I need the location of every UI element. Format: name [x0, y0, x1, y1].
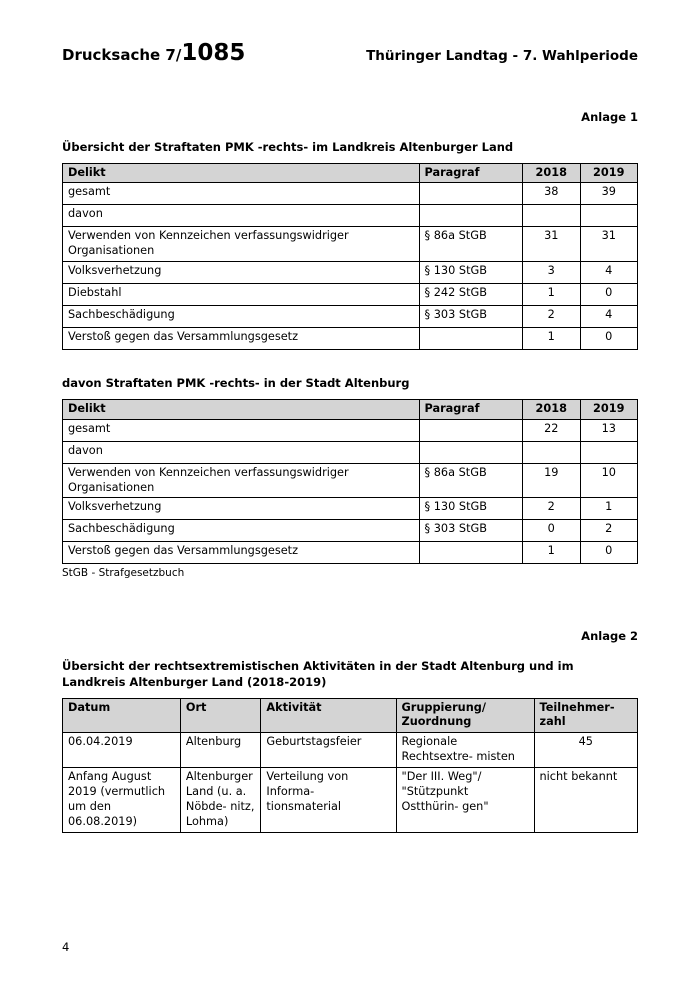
table-row	[63, 520, 638, 542]
cell-gruppierung: "Der III. Weg"/ "Stützpunkt Ostthürin- gen"	[396, 768, 534, 833]
cell-teilnehmerzahl: 45	[534, 733, 638, 768]
cell-datum: Anfang August 2019 (vermutlich um den 06.08.2019)	[63, 768, 181, 833]
cell-gruppierung: Regionale Rechtsextre- misten	[396, 733, 534, 768]
cell-paragraf	[419, 183, 523, 205]
cell-ort: Altenburg	[180, 733, 261, 768]
cell-paragraf: § 86a StGB	[419, 227, 523, 262]
cell-2019: 31	[580, 227, 638, 262]
cell-delikt: davon	[63, 205, 420, 227]
table-row	[63, 542, 638, 564]
table-header-row	[63, 163, 638, 183]
cell-2019	[580, 441, 638, 463]
cell-2018: 3	[523, 262, 581, 284]
document-organization: Thüringer Landtag - 7. Wahlperiode	[366, 48, 638, 64]
cell-2018: 2	[523, 306, 581, 328]
column-header-gruppierung: Gruppierung/ Zuordnung	[396, 698, 534, 733]
column-header-ort: Ort	[180, 698, 261, 733]
column-header-aktivitaet: Aktivität	[261, 698, 396, 733]
cell-teilnehmerzahl: nicht bekannt	[534, 768, 638, 833]
cell-ort: Altenburger Land (u. a. Nöbde- nitz, Lohma)	[180, 768, 261, 833]
table-header-row	[63, 399, 638, 419]
cell-2018: 38	[523, 183, 581, 205]
cell-delikt: gesamt	[63, 419, 420, 441]
cell-2019: 10	[580, 463, 638, 498]
cell-paragraf: § 242 StGB	[419, 284, 523, 306]
table-row	[63, 441, 638, 463]
cell-2018: 0	[523, 520, 581, 542]
straftaten-stadt-table	[62, 399, 638, 565]
cell-2019: 13	[580, 419, 638, 441]
cell-2019	[580, 205, 638, 227]
cell-2019: 0	[580, 284, 638, 306]
drucksache-number	[62, 40, 245, 66]
cell-2018: 22	[523, 419, 581, 441]
column-header-teilnehmerzahl: Teilnehmer- zahl	[534, 698, 638, 733]
cell-2019: 0	[580, 328, 638, 350]
cell-paragraf	[419, 542, 523, 564]
cell-delikt: Verwenden von Kennzeichen verfassungswidriger Organisationen	[63, 227, 420, 262]
cell-delikt: Volksverhetzung	[63, 262, 420, 284]
cell-paragraf: § 130 StGB	[419, 498, 523, 520]
cell-2019: 39	[580, 183, 638, 205]
cell-paragraf: § 303 StGB	[419, 520, 523, 542]
cell-delikt: Diebstahl	[63, 284, 420, 306]
document-header	[62, 0, 638, 66]
cell-delikt: Sachbeschädigung	[63, 306, 420, 328]
table-3-title: Übersicht der rechtsextremistischen Aktivitäten in der Stadt Altenburg und im Landkreis Altenburger Land (2018-2019)	[62, 659, 574, 689]
table-row	[63, 419, 638, 441]
cell-2018: 1	[523, 542, 581, 564]
cell-aktivitaet: Verteilung von Informa- tionsmaterial	[261, 768, 396, 833]
cell-2019: 0	[580, 542, 638, 564]
column-header-delikt: Delikt	[63, 399, 420, 419]
column-header-datum: Datum	[63, 698, 181, 733]
column-header-2018: 2018	[523, 163, 581, 183]
cell-2018: 19	[523, 463, 581, 498]
cell-2018: 31	[523, 227, 581, 262]
cell-paragraf	[419, 205, 523, 227]
cell-paragraf: § 130 StGB	[419, 262, 523, 284]
cell-2018	[523, 205, 581, 227]
drucksache-prefix: Drucksache 7/	[62, 46, 182, 64]
cell-paragraf: § 86a StGB	[419, 463, 523, 498]
cell-datum: 06.04.2019	[63, 733, 181, 768]
table-row	[63, 306, 638, 328]
table-footnote: StGB - Strafgesetzbuch	[62, 567, 185, 580]
cell-2018: 2	[523, 498, 581, 520]
page-number: 4	[62, 940, 70, 954]
cell-paragraf	[419, 328, 523, 350]
cell-2019: 2	[580, 520, 638, 542]
table-2-title: davon Straftaten PMK -rechts- in der Stadt Altenburg	[62, 376, 410, 391]
table-row	[63, 227, 638, 262]
anlage-1-label: Anlage 1	[581, 110, 638, 124]
cell-2019: 4	[580, 262, 638, 284]
cell-2019: 1	[580, 498, 638, 520]
column-header-2019: 2019	[580, 163, 638, 183]
aktivitaeten-table	[62, 698, 638, 833]
table-row	[63, 733, 638, 768]
drucksache-value: 1085	[181, 40, 246, 66]
cell-2019: 4	[580, 306, 638, 328]
column-header-paragraf: Paragraf	[419, 163, 523, 183]
table-header-row	[63, 698, 638, 733]
cell-2018	[523, 441, 581, 463]
cell-paragraf	[419, 441, 523, 463]
cell-delikt: Sachbeschädigung	[63, 520, 420, 542]
table-1-title: Übersicht der Straftaten PMK -rechts- im Landkreis Altenburger Land	[62, 140, 514, 154]
table-row	[63, 328, 638, 350]
cell-delikt: gesamt	[63, 183, 420, 205]
table-row	[63, 205, 638, 227]
column-header-2018: 2018	[523, 399, 581, 419]
cell-2018: 1	[523, 284, 581, 306]
cell-aktivitaet: Geburtstagsfeier	[261, 733, 396, 768]
anlage-2-label: Anlage 2	[581, 629, 638, 644]
cell-delikt: Volksverhetzung	[63, 498, 420, 520]
straftaten-landkreis-table	[62, 163, 638, 351]
column-header-2019: 2019	[580, 399, 638, 419]
cell-paragraf: § 303 StGB	[419, 306, 523, 328]
cell-delikt: davon	[63, 441, 420, 463]
table-row	[63, 262, 638, 284]
table-row	[63, 463, 638, 498]
table-row	[63, 498, 638, 520]
table-row	[63, 183, 638, 205]
cell-2018: 1	[523, 328, 581, 350]
spacer	[62, 579, 638, 629]
column-header-paragraf: Paragraf	[419, 399, 523, 419]
cell-delikt: Verstoß gegen das Versammlungsgesetz	[63, 542, 420, 564]
cell-delikt: Verstoß gegen das Versammlungsgesetz	[63, 328, 420, 350]
column-header-delikt: Delikt	[63, 163, 420, 183]
cell-paragraf	[419, 419, 523, 441]
table-row	[63, 284, 638, 306]
table-row	[63, 768, 638, 833]
cell-delikt: Verwenden von Kennzeichen verfassungswidriger Organisationen	[63, 463, 420, 498]
